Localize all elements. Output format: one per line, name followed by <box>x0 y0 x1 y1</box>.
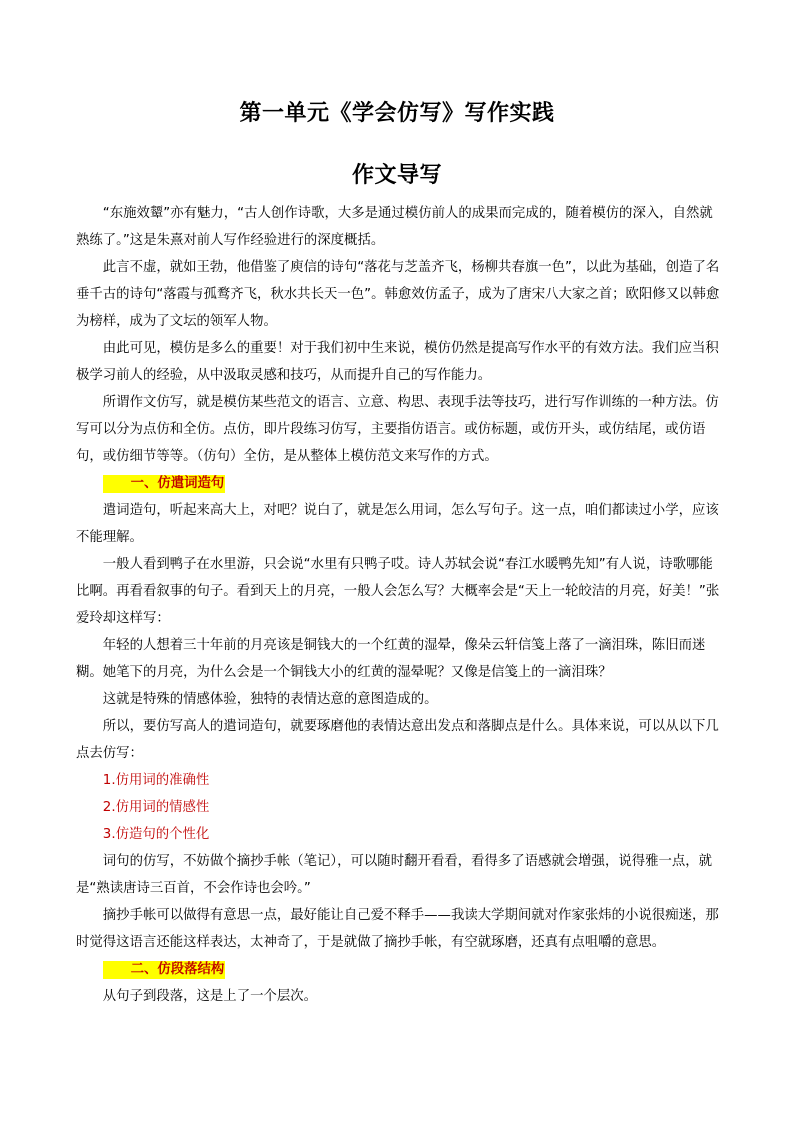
body-paragraph: 从句子到段落，这是上了一个层次。 <box>102 989 318 1004</box>
body-paragraph: 所谓作文仿写，就是模仿某些范文的语言、立意、构思、表现手法等技巧，进行写作训练的一种方法。仿写可以分为点仿和全仿。点仿，即片段练习仿写，主要指仿语言。或仿标题，或仿开头，或仿结尾，或仿语句，或仿细节等等。（仿句）全仿，是从整体上模仿范文来写作的方式。 <box>76 395 719 464</box>
body-paragraph: 所以，要仿写高人的遣词造句，就要琢磨他的表情达意出发点和落脚点是什么。具体来说，可以从以下几点去仿写： <box>76 719 719 761</box>
body-paragraph: 词句的仿写，不妨做个摘抄手帐（笔记），可以随时翻开看看，看得多了语感就会增强，说得雅一点，就是“熟读唐诗三百首，不会作诗也会吟。” <box>76 854 713 896</box>
section-heading-row <box>76 956 726 983</box>
section-heading: 二、仿段落结构 <box>103 961 226 979</box>
body-paragraph: 此言不虚，就如王勃，他借鉴了庾信的诗句“落花与芝盖齐飞，杨柳共春旗一色”，以此为基础，创造了名垂千古的诗句“落霞与孤鹜齐飞，秋水共长天一色”。韩愈效仿孟子，成为了唐宋八大家之首；欧阳修又以韩愈为榜样，成为了文坛的领军人物。 <box>76 260 720 329</box>
quote-paragraph: 年轻的人想着三十年前的月亮该是铜钱大的一个红黄的湿晕，像朵云轩信笺上落了一滴泪珠，陈旧而迷糊。她笔下的月亮，为什么会是一个铜钱大小的红黄的湿晕呢？又像是信笺上的一滴泪珠？ <box>76 638 706 680</box>
body-paragraph: 遣词造句，听起来高大上，对吧？说白了，就是怎么用词，怎么写句子。这一点，咱们都读过小学，应该不能理解。 <box>76 503 719 545</box>
body-paragraph: 摘抄手帐可以做得有意思一点，最好能让自己爱不释手——我读大学期间就对作家张炜的小说很痴迷，那时觉得这语言还能这样表达，太神奇了，于是就做了摘抄手帐，有空就琢磨，还真有点咀嚼的意思。 <box>76 908 719 950</box>
body-paragraph: “东施效颦”亦有魅力，“古人创作诗歌，大多是通过模仿前人的成果而完成的，随着模仿的深入，自然就熟练了。”这是朱熹对前人写作经验进行的深度概括。 <box>76 206 713 248</box>
body-paragraph: 这就是特殊的情感体验，独特的表情达意的意图造成的。 <box>102 692 438 707</box>
body-paragraph: 一般人看到鸭子在水里游，只会说“水里有只鸭子哎。诗人苏轼会说“春江水暖鸭先知”有人说，诗歌哪能比啊。再看看叙事的句子。看到天上的月亮，一般人会怎么写？大概率会是“天上一轮皎洁的月亮，好美！”张爱玲却这样写： <box>76 557 720 626</box>
point-item: 2.仿用词的情感性 <box>102 800 210 815</box>
section-heading-row <box>76 470 726 497</box>
body-paragraph: 由此可见，模仿是多么的重要！对于我们初中生来说，模仿仍然是提高写作水平的有效方法。我们应当积极学习前人的经验，从中汲取灵感和技巧，从而提升自己的写作能力。 <box>76 341 719 383</box>
point-item: 1.仿用词的准确性 <box>102 773 210 788</box>
point-item: 3.仿造句的个性化 <box>102 827 210 842</box>
document-body <box>76 200 726 1010</box>
page-subtitle: 作文导写 <box>351 162 442 188</box>
page-title: 第一单元《学会仿写》写作实践 <box>239 100 555 126</box>
section-heading: 一、仿遣词造句 <box>103 475 226 493</box>
